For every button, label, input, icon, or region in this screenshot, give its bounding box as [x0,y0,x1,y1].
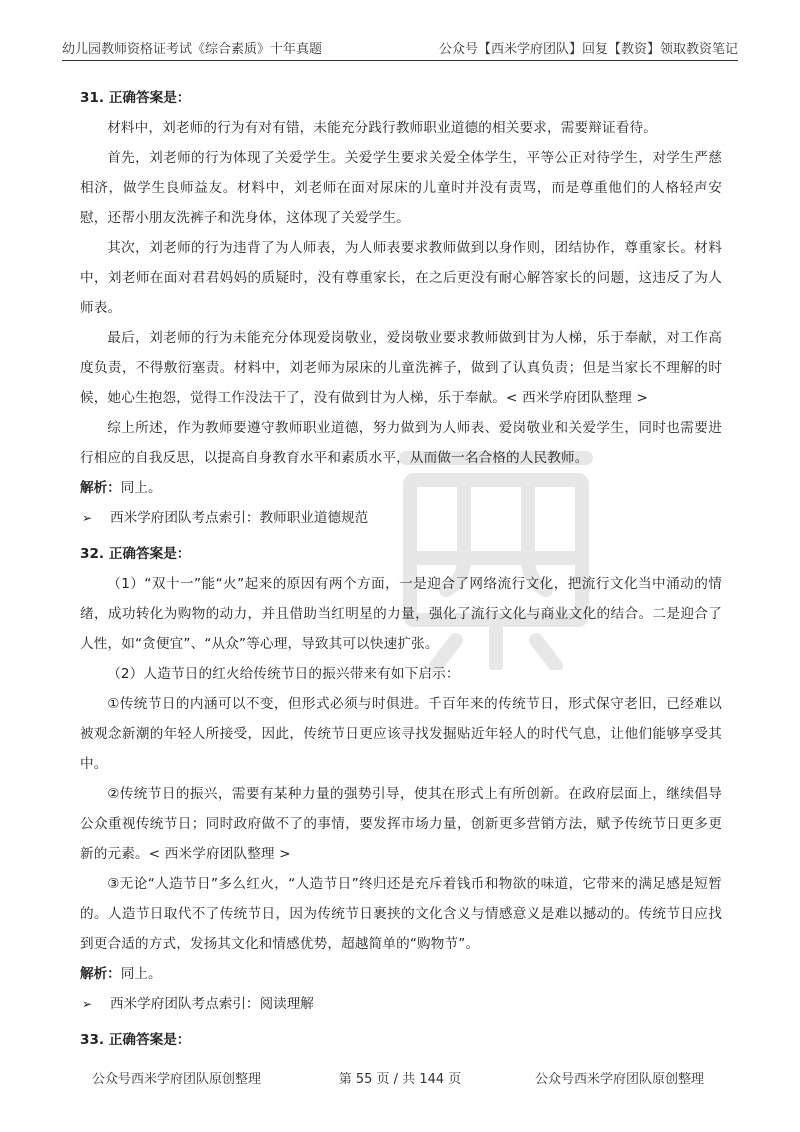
explanation-text: 同上。 [120,480,162,496]
answer-paragraph: ③无论“人造节日”多么红火，“人造节日”终归还是充斥着钱币和物欲的味道，它带来的满足感是短暂的。人造节日取代不了传统节日，因为传统节日裹挟的文化含义与情感意义是难以撼动的。传统节日应找到更合适的方式，发扬其文化和情感优势，超越简单的“购物节”。 [80,876,722,952]
explanation-label: 解析： [80,966,121,982]
question-title: 32. 正确答案是： [80,546,191,562]
answer-paragraph: 最后，刘老师的行为未能充分体现爱岗敬业，爱岗敬业要求教师做到甘为人梯，乐于奉献，对工作高度负责，不得敷衍塞责。材料中，刘老师为尿床的儿童洗裤子，做到了认真负责；但是当家长不理解的时候，她心生抱怨，觉得工作没法干了，没有做到甘为人梯，乐于奉献。< 西米学府团队整理 > [80,330,722,406]
topic-index-text: 西米学府团队考点索引：教师职业道德规范 [110,510,369,526]
explanation [80,473,722,503]
answer-paragraph: （2）人造节日的红火给传统节日的振兴带来有如下启示： [107,666,460,682]
header-book-title: 幼儿园教师资格证考试《综合素质》十年真题 [62,42,323,57]
question-31 [80,83,722,533]
answer-paragraph: （1）“双十一”能“火”起来的原因有两个方面，一是迎合了网络流行文化，把流行文化当中涌动的情绪，成功转化为购物的动力，并且借助当红明星的力量，强化了流行文化与商业文化的结合。二是迎合了人性，如“贪便宜”、“从众”等心理，导致其可以快速扩张。 [80,576,722,652]
question-32 [80,539,722,1019]
answer-paragraph: ①传统节日的内涵可以不变，但形式必须与时俱进。千百年来的传统节日，形式保守老旧，已经难以被观念新潮的年轻人所接受，因此，传统节日更应该寻找发掘贴近年轻人的时代气息，让他们能够享受其中。 [80,696,722,772]
explanation [80,959,722,989]
answer-paragraph: 材料中，刘老师的行为有对有错，未能充分践行教师职业道德的相关要求，需要辩证看待。 [107,120,657,136]
page-footer [0,1068,800,1090]
answer-paragraph: 综上所述，作为教师要遵守教师职业道德，努力做到为人师表、爱岗敬业和关爱学生，同时也需要进行相应的自我反思，以提高自身教育水平和素质水平，从而做一名合格的人民教师。 [80,420,722,466]
page-header [62,36,738,61]
answer-paragraph: 其次，刘老师的行为违背了为人师表，为人师表要求教师做到以身作则，团结协作，尊重家长。材料中，刘老师在面对君君妈妈的质疑时，没有尊重家长，在之后更没有耐心解答家长的问题，这违反了为人师表。 [80,240,722,316]
answer-paragraph: 首先，刘老师的行为体现了关爱学生。关爱学生要求关爱全体学生，平等公正对待学生，对学生严慈相济，做学生良师益友。材料中，刘老师在面对尿床的儿童时并没有责骂，而是尊重他们的人格轻声安慰，还帮小朋友洗裤子和洗身体，这体现了关爱学生。 [80,150,722,226]
answer-paragraph: ②传统节日的振兴，需要有某种力量的强势引导，使其在形式上有所创新。在政府层面上，继续倡导公众重视传统节日；同时政府做不了的事情，要发挥市场力量，创新更多营销方法，赋予传统节日更多更新的元素。< 西米学府团队整理 > [80,786,722,862]
footer-left: 公众号西米学府团队原创整理 [92,1072,262,1087]
topic-index [80,503,722,533]
page-content [80,83,722,1055]
explanation-label: 解析： [80,480,121,496]
arrow-bullet-icon: ➢ [82,511,93,525]
header-promo: 公众号【西米学府团队】回复【教资】领取教资笔记 [438,42,738,57]
arrow-bullet-icon: ➢ [82,997,93,1011]
question-33 [80,1025,722,1055]
footer-right: 公众号西米学府团队原创整理 [534,1072,704,1087]
page-number: 第 55 页 / 共 144 页 [338,1072,462,1087]
topic-index-text: 西米学府团队考点索引：阅读理解 [110,996,314,1012]
question-title: 31. 正确答案是： [80,90,191,106]
explanation-text: 同上。 [120,966,162,982]
question-title: 33. 正确答案是： [80,1032,191,1048]
topic-index [80,989,722,1019]
